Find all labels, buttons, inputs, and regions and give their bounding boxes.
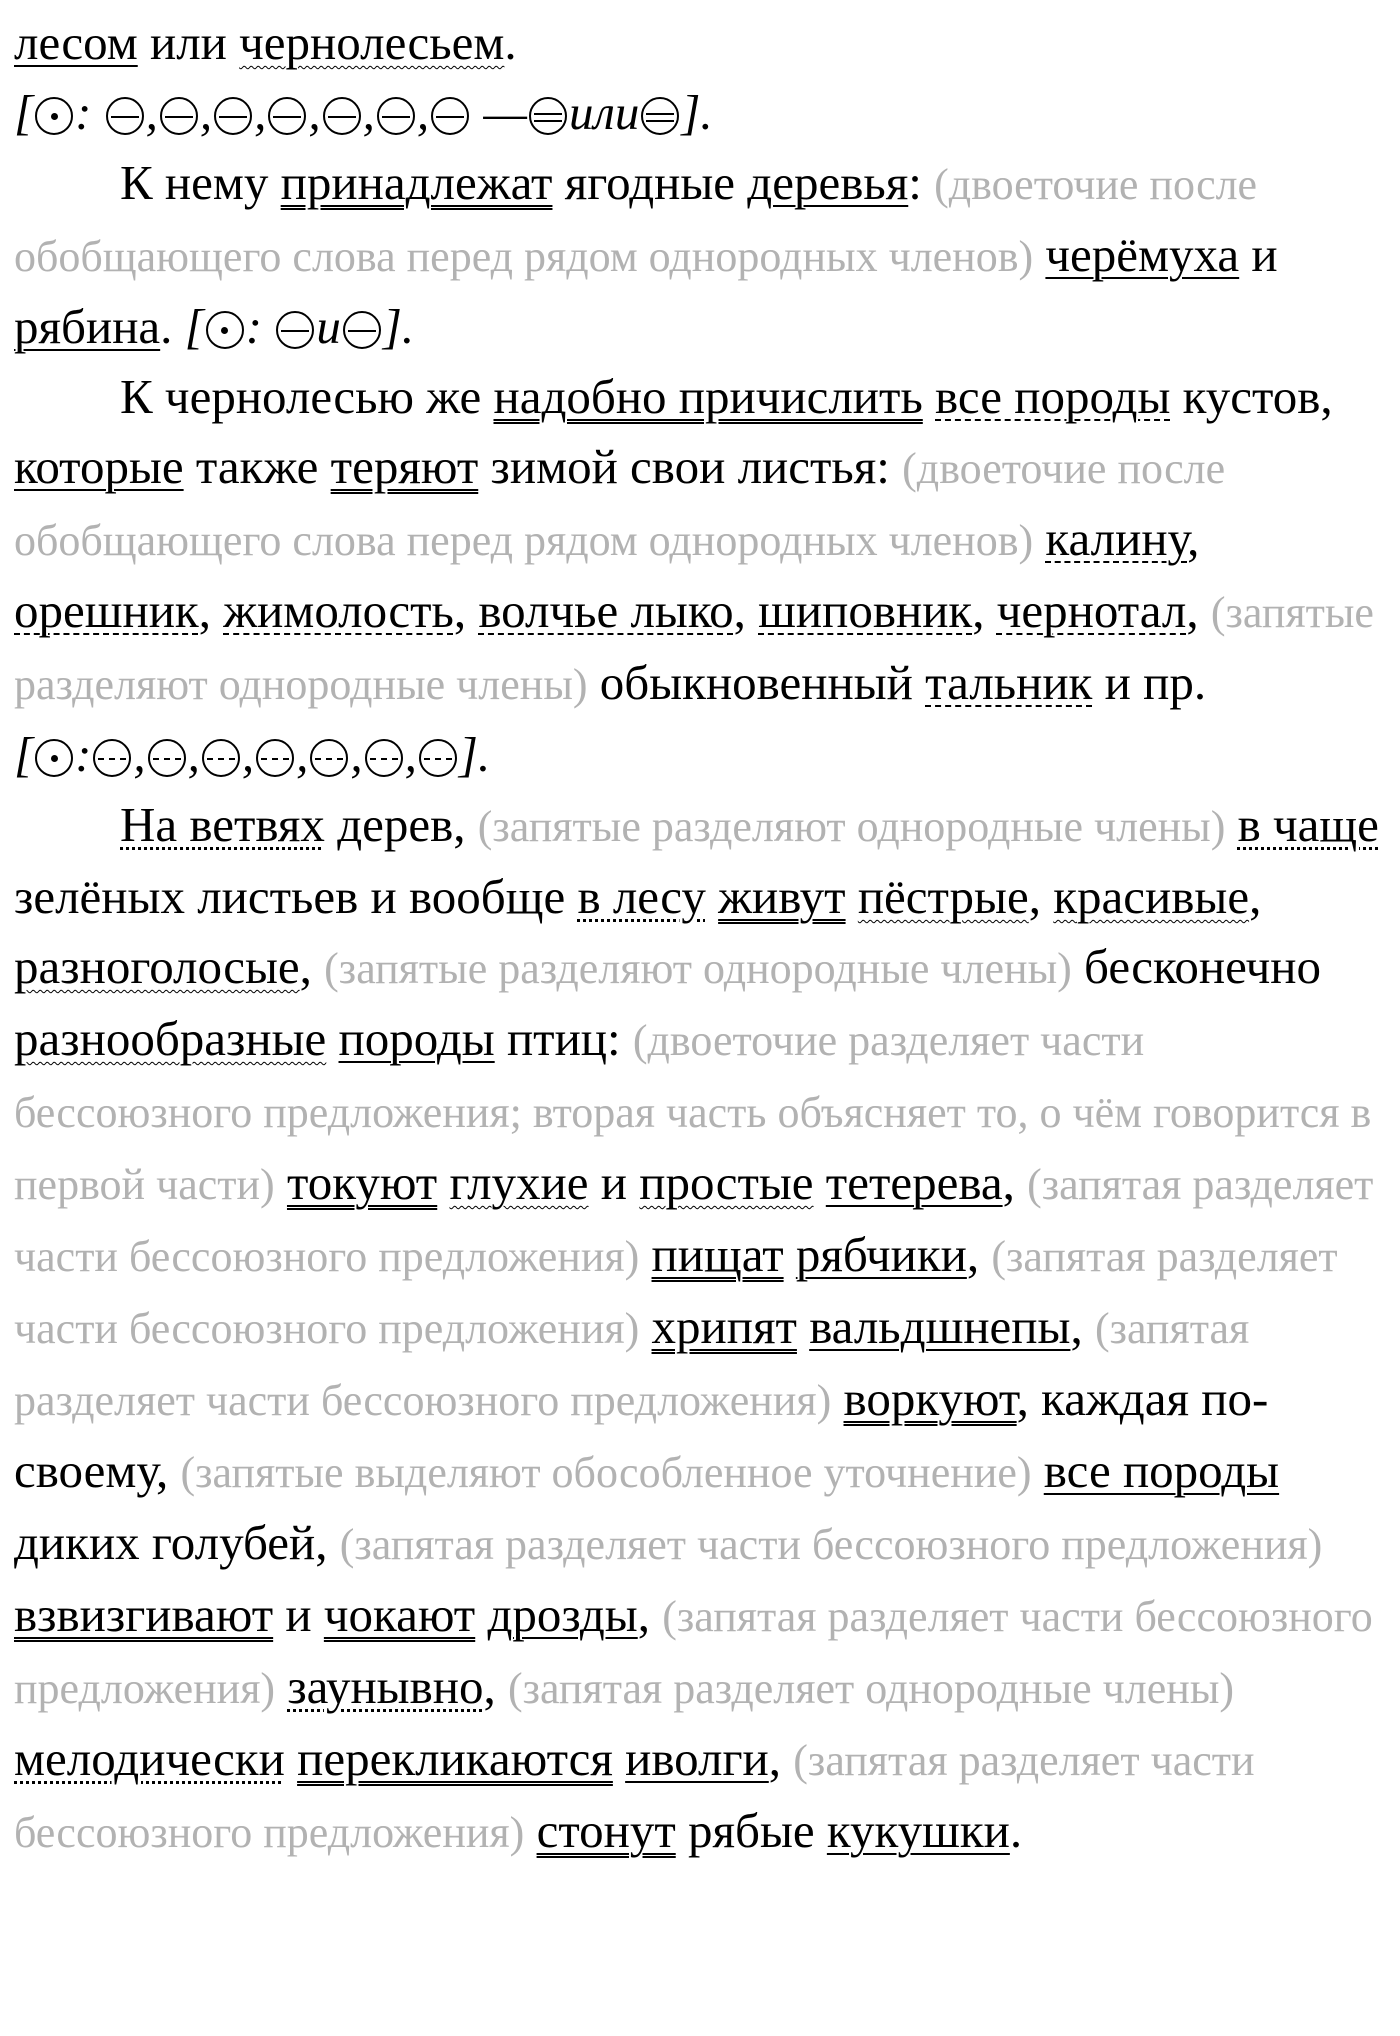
text: , каждая по-своему, <box>14 1371 1269 1498</box>
object: тальник <box>925 655 1093 710</box>
grammar-note: (запятые разделяют однородные члены) <box>324 944 1072 993</box>
text: и пр. <box>1092 655 1207 710</box>
text: , <box>483 1659 508 1714</box>
predicate: воркуют <box>843 1371 1017 1426</box>
dot-circle-icon <box>206 311 244 349</box>
text <box>275 1659 287 1714</box>
text: , <box>1186 583 1211 638</box>
text: : <box>908 155 935 210</box>
member-circle-icon <box>214 97 252 135</box>
text: , <box>198 583 224 638</box>
colon: : <box>75 85 92 140</box>
object: калину <box>1045 511 1188 566</box>
text: , <box>966 1227 992 1282</box>
predicate: живут <box>718 869 846 924</box>
member-circle-icon <box>276 311 314 349</box>
predicate: токуют <box>286 1155 438 1210</box>
text: К нему <box>120 155 281 210</box>
text <box>1032 1443 1044 1498</box>
member-circle-icon <box>160 97 198 135</box>
bracket-open: [ <box>14 727 34 782</box>
attribute: разноголосые <box>14 939 300 994</box>
comma: , <box>241 727 255 782</box>
dashed-circle-icon <box>256 739 294 777</box>
text: . <box>160 299 173 354</box>
grammar-note: (запятая разделяет части бессоюзного предложения) <box>339 1520 1323 1569</box>
text: бесконечно <box>1071 939 1321 994</box>
text: . <box>1009 1803 1023 1858</box>
member-circle-icon <box>343 311 381 349</box>
text: , <box>768 1731 794 1786</box>
adverbial: в лесу <box>577 869 706 924</box>
comma: , <box>296 727 309 782</box>
comma: , <box>350 727 363 782</box>
text: , <box>1028 869 1054 924</box>
member-circle-icon <box>431 97 469 135</box>
text <box>1033 227 1045 282</box>
text: зелёных листьев и вообще <box>14 869 578 924</box>
comma: , <box>362 85 375 140</box>
grammar-note: (двоеточие разделяет части бессоюзного предложения; вторая часть объясняет то, о чём говорится в первой части) <box>14 1016 1372 1209</box>
subject: все породы <box>1043 1443 1280 1498</box>
comma: , <box>199 85 213 140</box>
grammar-note: (двоеточие после обобщающего слова перед рядом однородных членов) <box>14 160 1258 281</box>
text <box>639 1299 651 1354</box>
object: чернотал <box>996 583 1187 638</box>
subject: кукушки <box>826 1803 1010 1858</box>
subject: рябчики <box>795 1227 967 1282</box>
double-circle-icon <box>529 97 567 135</box>
grammar-note: (запятая разделяет однородные члены) <box>507 1664 1235 1713</box>
member-circle-icon <box>268 97 306 135</box>
dot-circle-icon <box>35 739 73 777</box>
text <box>524 1803 536 1858</box>
subject: которые <box>14 439 184 494</box>
word-lesom: лесом <box>14 15 138 70</box>
bracket-open: [ <box>184 299 204 354</box>
member-circle-icon <box>106 97 144 135</box>
text: , <box>453 583 479 638</box>
text <box>706 869 718 924</box>
adverbial: На ветвях <box>120 797 325 852</box>
paragraph-1 <box>14 8 1392 78</box>
text: или <box>137 15 240 70</box>
text <box>475 1587 487 1642</box>
text: , <box>733 583 759 638</box>
dashed-circle-icon <box>93 739 131 777</box>
paragraph-4 <box>14 790 1392 1868</box>
text: также <box>183 439 331 494</box>
comma: , <box>308 85 321 140</box>
comma: , <box>254 85 267 140</box>
conj-and: и <box>316 299 341 354</box>
object: шиповник <box>758 583 973 638</box>
word-chernolesem: чернолесьем <box>239 15 505 70</box>
bracket-close: ]. <box>681 85 713 140</box>
attribute: красивые <box>1053 869 1250 924</box>
text <box>923 369 935 424</box>
text <box>639 1227 651 1282</box>
text <box>275 1155 287 1210</box>
comma: , <box>416 85 430 140</box>
dashed-circle-icon <box>365 739 403 777</box>
object: орешник <box>14 583 199 638</box>
predicate: стонут <box>536 1803 676 1858</box>
grammar-note: (запятые разделяют однородные члены) <box>477 802 1226 851</box>
text <box>437 1155 449 1210</box>
document-body <box>14 8 1392 1868</box>
adverbial: заунывно <box>287 1659 484 1714</box>
predicate: взвизгивают <box>14 1587 274 1642</box>
text: дерев, <box>324 797 478 852</box>
text <box>326 1011 338 1066</box>
grammar-note: (запятые разделяют однородные члены) <box>14 588 1374 709</box>
scheme-3 <box>14 720 1392 790</box>
text <box>846 869 858 924</box>
text: , <box>1070 1299 1095 1354</box>
text: птиц: <box>494 1011 633 1066</box>
text <box>285 1731 297 1786</box>
text: и <box>273 1587 324 1642</box>
text <box>1033 511 1045 566</box>
subject: иволги <box>625 1731 769 1786</box>
text: диких голубей, <box>14 1515 340 1570</box>
dot-circle-icon <box>35 97 73 135</box>
comma: , <box>404 727 417 782</box>
text <box>613 1731 625 1786</box>
colon: : <box>75 727 92 782</box>
bracket-close: ]. <box>458 727 491 782</box>
text: , <box>1002 1155 1028 1210</box>
text: обыкновенный <box>587 655 926 710</box>
text: зимой свои листья: <box>478 439 903 494</box>
bracket-open: [ <box>14 85 34 140</box>
predicate: хрипят <box>651 1299 797 1354</box>
subject: породы <box>338 1011 495 1066</box>
grammar-note: (запятая разделяет части бессоюзного предложения) <box>14 1232 1338 1353</box>
scheme-1 <box>14 78 1392 148</box>
bracket-close: ]. <box>382 299 415 354</box>
dashed-circle-icon <box>202 739 240 777</box>
subject: тетерева <box>825 1155 1003 1210</box>
text <box>784 1227 796 1282</box>
dashed-circle-icon <box>148 739 186 777</box>
member-circle-icon <box>323 97 361 135</box>
text: , <box>1249 869 1262 924</box>
grammar-note: (запятая разделяет части бессоюзного предложения) <box>14 1304 1250 1425</box>
predicate: надобно причислить <box>493 369 923 424</box>
dash: — <box>483 85 527 140</box>
text: . <box>504 15 517 70</box>
member-circle-icon <box>377 97 415 135</box>
text: К чернолесью же <box>120 369 494 424</box>
grammar-note: (двоеточие после обобщающего слова перед рядом однородных членов) <box>14 444 1226 565</box>
double-circle-icon <box>641 97 679 135</box>
subject: черёмуха <box>1045 227 1240 282</box>
attribute: простые <box>639 1155 814 1210</box>
text: и <box>1239 227 1278 282</box>
text: , <box>299 939 325 994</box>
subject: деревья <box>747 155 909 210</box>
grammar-note: (запятая разделяет части бессоюзного предложения) <box>14 1592 1373 1713</box>
text: кустов, <box>1170 369 1333 424</box>
object: все породы <box>935 369 1171 424</box>
predicate: принадлежат <box>280 155 553 210</box>
subject: дрозды <box>487 1587 638 1642</box>
grammar-note: (запятая разделяет части бессоюзного предложения) <box>14 1736 1255 1857</box>
grammar-note: (запятые выделяют обособленное уточнение) <box>180 1448 1032 1497</box>
comma: , <box>187 727 200 782</box>
grammar-note: (запятая разделяет части бессоюзного предложения) <box>14 1160 1374 1281</box>
attribute: разнообразные <box>14 1011 327 1066</box>
comma: , <box>133 727 146 782</box>
conj-or: или <box>568 85 640 140</box>
predicate: пищат <box>651 1227 784 1282</box>
text: ягодные <box>552 155 748 210</box>
predicate: теряют <box>330 439 479 494</box>
attribute: глухие <box>449 1155 589 1210</box>
object: жимолость <box>223 583 454 638</box>
subject: рябина <box>14 299 161 354</box>
subject: вальдшнепы <box>809 1299 1071 1354</box>
scheme-2 <box>185 299 414 354</box>
attribute: пёстрые <box>857 869 1029 924</box>
comma: , <box>145 85 158 140</box>
text <box>831 1371 843 1426</box>
adverbial: в чаще <box>1237 797 1379 852</box>
colon: : <box>245 299 263 354</box>
predicate: чокают <box>323 1587 476 1642</box>
text: , <box>1187 511 1200 566</box>
dashed-circle-icon <box>310 739 348 777</box>
text: и <box>588 1155 640 1210</box>
text: , <box>637 1587 663 1642</box>
paragraph-3 <box>14 362 1392 720</box>
text <box>1225 797 1237 852</box>
text <box>797 1299 809 1354</box>
text: , <box>972 583 997 638</box>
text <box>814 1155 826 1210</box>
predicate: перекликаются <box>297 1731 613 1786</box>
text: рябые <box>675 1803 827 1858</box>
dashed-circle-icon <box>419 739 457 777</box>
paragraph-2 <box>14 148 1392 362</box>
adverbial: мелодически <box>14 1731 285 1786</box>
object: волчье лыко <box>478 583 734 638</box>
